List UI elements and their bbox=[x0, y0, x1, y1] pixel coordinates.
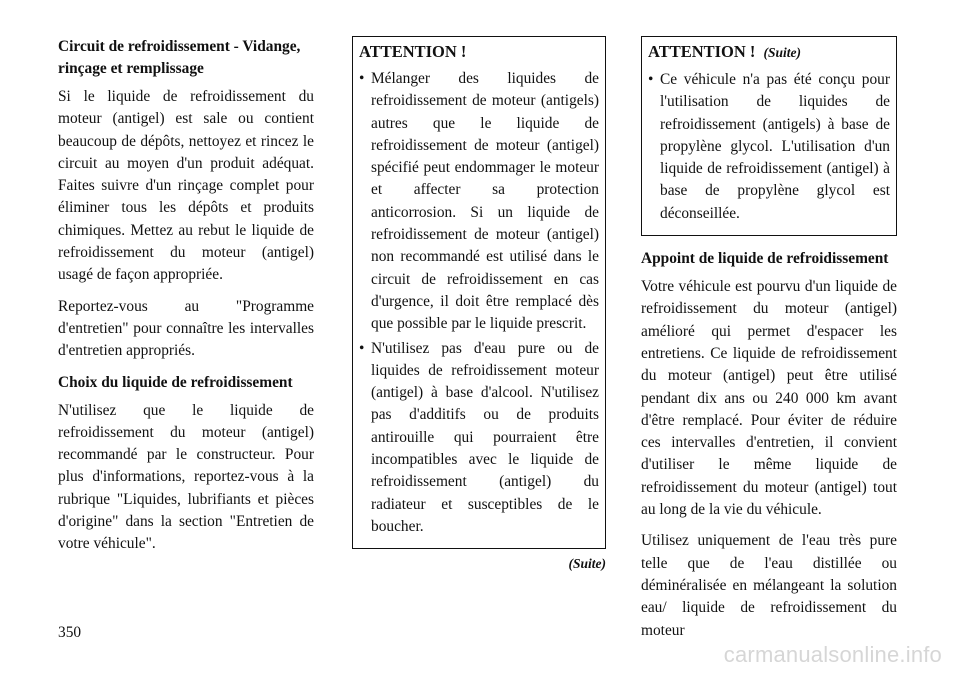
paragraph-pure-water: Utilisez uniquement de l'eau très pure telle que de l'eau distillée ou déminéralisée en mélangeant la solution eau/ liquide de refroidissement du moteur bbox=[641, 532, 897, 639]
warning-item bbox=[648, 69, 890, 225]
paragraph-maintenance-schedule: Reportez-vous au "Programme d'entretien" pour connaître les intervalles d'entretien appropriés. bbox=[58, 297, 314, 360]
page-number: 350 bbox=[58, 624, 82, 641]
warning-item-text: Ce véhicule n'a pas été conçu pour l'utilisation de liquides de refroidissement (antigels) à base de propylène glycol. L'utilisation d'un liquide de refroidissement (antigel) à base de propylène glycol est déconseillée. bbox=[660, 71, 890, 222]
warning-continued-label: (Suite) bbox=[763, 45, 802, 60]
paragraph-recommended-coolant: N'utilisez que le liquide de refroidissement du moteur (antigel) recommandé par le constructeur. Pour plus d'informations, reportez-vous à la rubrique "Liquides, lubrifiants et pièces d'origine" dans la section "Entretien de votre véhicule". bbox=[58, 401, 314, 553]
warning-title bbox=[648, 41, 890, 64]
watermark: carmanualsonline.info bbox=[723, 642, 942, 667]
warning-item-text: N'utilisez pas d'eau pure ou de liquides de refroidissement moteur (antigel) à base d'alcool. N'utilisez pas d'additifs ou de produits antirouille qui pourraient être incompatibles avec le liquide de refroidissement (antigel) du radiateur et susceptibles de le boucher. bbox=[371, 339, 599, 535]
paragraph-dirty-coolant: Si le liquide de refroidissement du moteur (antigel) est sale ou contient beaucoup de dépôts, nettoyez et rincez le circuit au moyen d'un produit adéquat. Faites suivre d'un rinçage complet pour éliminer tous les dépôts et produits chimiques. Mettez au rebut le liquide de refroidissement du moteur (antigel) usagé de façon appropriée. bbox=[58, 88, 314, 284]
bullet-icon: • bbox=[648, 71, 654, 88]
warning-box bbox=[352, 36, 606, 549]
paragraph-extended-life-coolant: Votre véhicule est pourvu d'un liquide de refroidissement du moteur (antigel) amélioré qui permet d'espacer les entretiens. Ce liquide de refroidissement du moteur (antigel) peut être utilisé pendant dix ans ou 240 000 km avant d'être remplacé. Pour éviter de réduire ces intervalles d'entretien, il convient d'utiliser le même liquide de refroidissement du moteur (antigel) tout au long de la vie du véhicule. bbox=[641, 278, 897, 519]
section-heading-coolant-topup: Appoint de liquide de refroidissement bbox=[641, 250, 889, 268]
warning-list bbox=[648, 69, 890, 225]
warning-title: ATTENTION ! bbox=[359, 42, 467, 61]
right-column bbox=[641, 36, 897, 651]
warning-item-text: Mélanger des liquides de refroidissement de moteur (antigels) autres que le liquide de refroidissement de moteur (antigel) spécifié peut endommager le moteur et affecter sa protection anticorrosion. Si un liquide de refroidissement de moteur (antigel) non recommandé est utilisé dans le circuit de refroidissement en cas d'urgence, il doit être remplacé dès que possible par le liquide prescrit. bbox=[371, 70, 599, 333]
warning-title-text: ATTENTION ! bbox=[648, 42, 756, 61]
warning-box-continued bbox=[641, 36, 897, 236]
warning-item bbox=[359, 68, 599, 336]
continued-label: (Suite) bbox=[568, 556, 606, 572]
warning-item bbox=[359, 338, 599, 539]
warning-list bbox=[359, 68, 599, 538]
section-heading-coolant-choice: Choix du liquide de refroidissement bbox=[58, 373, 293, 391]
left-column bbox=[58, 36, 314, 565]
bullet-icon: • bbox=[359, 70, 365, 87]
middle-column bbox=[352, 36, 606, 576]
bullet-icon: • bbox=[359, 339, 365, 357]
section-heading-drain-flush: Circuit de refroidissement - Vidange, rinçage et remplissage bbox=[58, 38, 301, 77]
